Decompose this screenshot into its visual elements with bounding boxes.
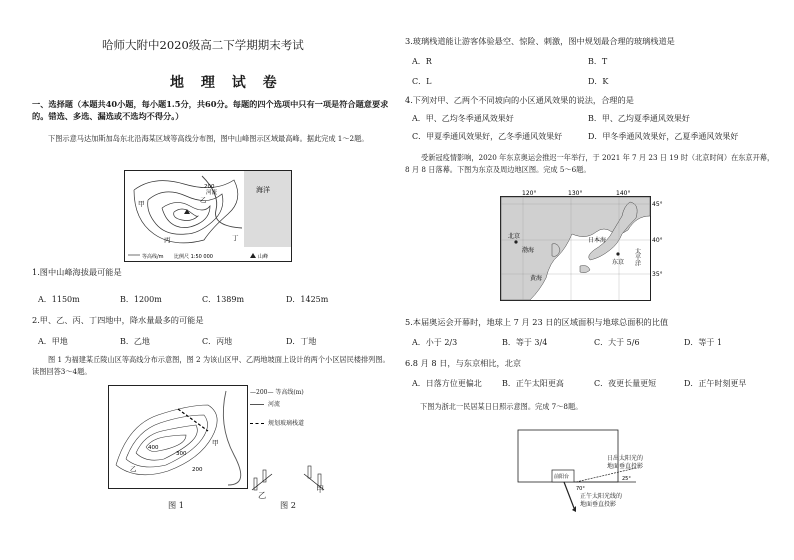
- q3-stem: 3.玻璃栈道能让游客体验悬空、惊险、刺激，图中规划最合理的玻璃栈道是: [405, 36, 675, 46]
- fig2-jia: 甲: [316, 484, 325, 494]
- exam-title: 哈师大附中2020级高二下学期期末考试: [102, 38, 304, 52]
- ocean-label: 太平洋: [633, 248, 641, 266]
- q6-option-a[interactable]: A．日落方位更偏北: [412, 379, 482, 388]
- fig1-label: 图 1: [168, 500, 184, 510]
- intro-3-4: 图 1 为福建某丘陵山区等高线分布示意图，图 2 为该山区甲、乙两地坡面上设计的两个小区居民楼排列图。读图回答3～4题。: [32, 355, 390, 376]
- place-beijing: 北京: [508, 233, 521, 240]
- q2-stem: 2.甲、乙、丙、丁四地中，降水量最多的可能是: [32, 315, 204, 325]
- sea-label: 海洋: [256, 186, 270, 194]
- balcony-label: 前阳台: [554, 474, 570, 480]
- place-huanghai: 黄海: [530, 275, 543, 282]
- legend-river-swatch: [250, 404, 264, 405]
- q4-option-c[interactable]: C．甲夏季通风效果好，乙冬季通风效果好: [412, 132, 563, 141]
- q4-option-b[interactable]: B．甲、乙均夏季通风效果好: [588, 114, 690, 123]
- legend-contour: 等高线/m: [142, 254, 164, 260]
- fig1-legend-contour: —200— 等高线(m): [250, 389, 304, 396]
- q4-stem: 4.下列对甲、乙两个不同坡向的小区通风效果的说法，合理的是: [405, 95, 634, 105]
- fig1-legend-planned: 规划玻璃栈道: [268, 420, 305, 427]
- lat-45: 45°: [652, 201, 663, 208]
- sunrise-label-2: 地面垂直投影: [607, 463, 644, 470]
- q3-option-b[interactable]: B．T: [588, 57, 608, 66]
- fig1-legend-river: 河流: [268, 401, 281, 408]
- point-bing: 丙: [164, 236, 171, 244]
- q1-option-b[interactable]: B．1200m: [120, 295, 162, 304]
- q5-option-a[interactable]: A．小于 2/3: [412, 338, 458, 347]
- contour-label-200: 200: [204, 184, 215, 190]
- intro-7-8: 下图为浙北一民居某日日照示意图。完成 7～8题。: [420, 402, 583, 411]
- legend-planned-swatch: [250, 423, 264, 424]
- q6-option-c[interactable]: C．夜更长量更短: [594, 379, 657, 388]
- q4-option-d[interactable]: D．甲冬季通风效果好，乙夏季通风效果好: [588, 132, 739, 141]
- angle-70: 70°: [576, 486, 585, 492]
- q2-option-c[interactable]: C．丙地: [202, 337, 233, 346]
- noon-label-2: 地面垂直投影: [580, 501, 617, 508]
- angle-25: 25°: [622, 476, 631, 482]
- legend-scale: 比例尺 1:50 000: [174, 254, 213, 260]
- east-asia-map: [500, 186, 666, 302]
- sea-area: [244, 171, 291, 247]
- fig2-label: 图 2: [280, 500, 296, 510]
- intro-5-6: 受新冠疫情影响，2020 年东京奥运会推迟一年举行，于 2021 年 7 月 23 日 19 时（北京时间）在东京开幕，8 月 8 日落幕。下图为东京及周边地区图。完成 5～6题。: [405, 153, 775, 174]
- q6-option-d[interactable]: D．正午时刻更早: [684, 379, 747, 388]
- q3-option-c[interactable]: C．L: [412, 77, 432, 86]
- point-jia: 甲: [138, 200, 145, 208]
- lat-35: 35°: [652, 271, 663, 278]
- q5-option-c[interactable]: C．大于 5/6: [594, 338, 640, 347]
- q5-option-d[interactable]: D．等于 1: [684, 338, 723, 347]
- q6-option-b[interactable]: B．正午太阳更高: [502, 379, 564, 388]
- noon-arrow: [564, 482, 574, 508]
- q4-option-a[interactable]: A．甲、乙均冬季通风效果好: [412, 114, 514, 123]
- place-japan-sea: 日本海: [588, 237, 607, 244]
- sunrise-label-1: 日出太阳光的: [607, 455, 644, 462]
- q2-option-a[interactable]: A．甲地: [38, 337, 68, 346]
- q2-option-d[interactable]: D．丁地: [286, 337, 317, 346]
- q3-option-a[interactable]: A．R: [412, 57, 432, 66]
- point-ding: 丁: [232, 234, 239, 242]
- q1-option-c[interactable]: C．1389m: [202, 295, 245, 304]
- q5-stem: 5.本届奥运会开幕时，地球上 7 月 23 日的区域面积与地球总面积的比值: [405, 317, 669, 327]
- fig2-yi: 乙: [258, 490, 267, 500]
- noon-label-1: 正午太阳光线的: [580, 493, 623, 500]
- subject-title: 地 理 试 卷: [170, 75, 283, 91]
- contour-label-400: 400: [148, 445, 159, 451]
- contour-label-200: 200: [192, 467, 203, 473]
- q1-option-a[interactable]: A．1150m: [38, 295, 80, 304]
- fig1-point-jia: 甲: [212, 439, 219, 447]
- tokyo-dot: [616, 252, 619, 255]
- point-yi: 乙: [200, 196, 207, 204]
- section1-heading: 一、选择题（本题共40小题，每小题1.5分，共60分。每题的四个选项中只有一项是符合题意要求的。错选、多选、漏选或不选均不得分。）: [32, 99, 389, 121]
- q5-option-b[interactable]: B．等于 3/4: [502, 338, 548, 347]
- lat-40: 40°: [652, 237, 663, 244]
- q3-option-d[interactable]: D．K: [588, 77, 609, 86]
- river-label: 河流: [206, 190, 218, 196]
- q2-option-b[interactable]: B．乙地: [120, 337, 150, 346]
- q1-option-d[interactable]: D．1425m: [286, 295, 329, 304]
- lon-120: 120°: [522, 190, 537, 197]
- contour-label-300: 300: [176, 451, 187, 457]
- fig1-contour-map: [108, 385, 248, 489]
- q1-stem: 1.图中山峰海拔最可能是: [32, 267, 122, 277]
- topo-map-1: [124, 170, 292, 262]
- intro-1-2: 下图示意马达加斯加岛东北沿海某区域等高线分布图，图中山峰图示区域最高峰。据此完成 1～2题。: [48, 134, 369, 143]
- lon-140: 140°: [616, 190, 631, 197]
- place-tokyo: 东京: [612, 259, 625, 266]
- beijing-dot: [514, 240, 517, 243]
- q6-stem: 6.8 月 8 日，与东京相比，北京: [405, 358, 522, 368]
- place-bohai: 渤海: [522, 247, 535, 254]
- fig1-point-yi: 乙: [130, 465, 137, 473]
- lon-130: 130°: [568, 190, 583, 197]
- legend-peak: 山峰: [258, 254, 269, 260]
